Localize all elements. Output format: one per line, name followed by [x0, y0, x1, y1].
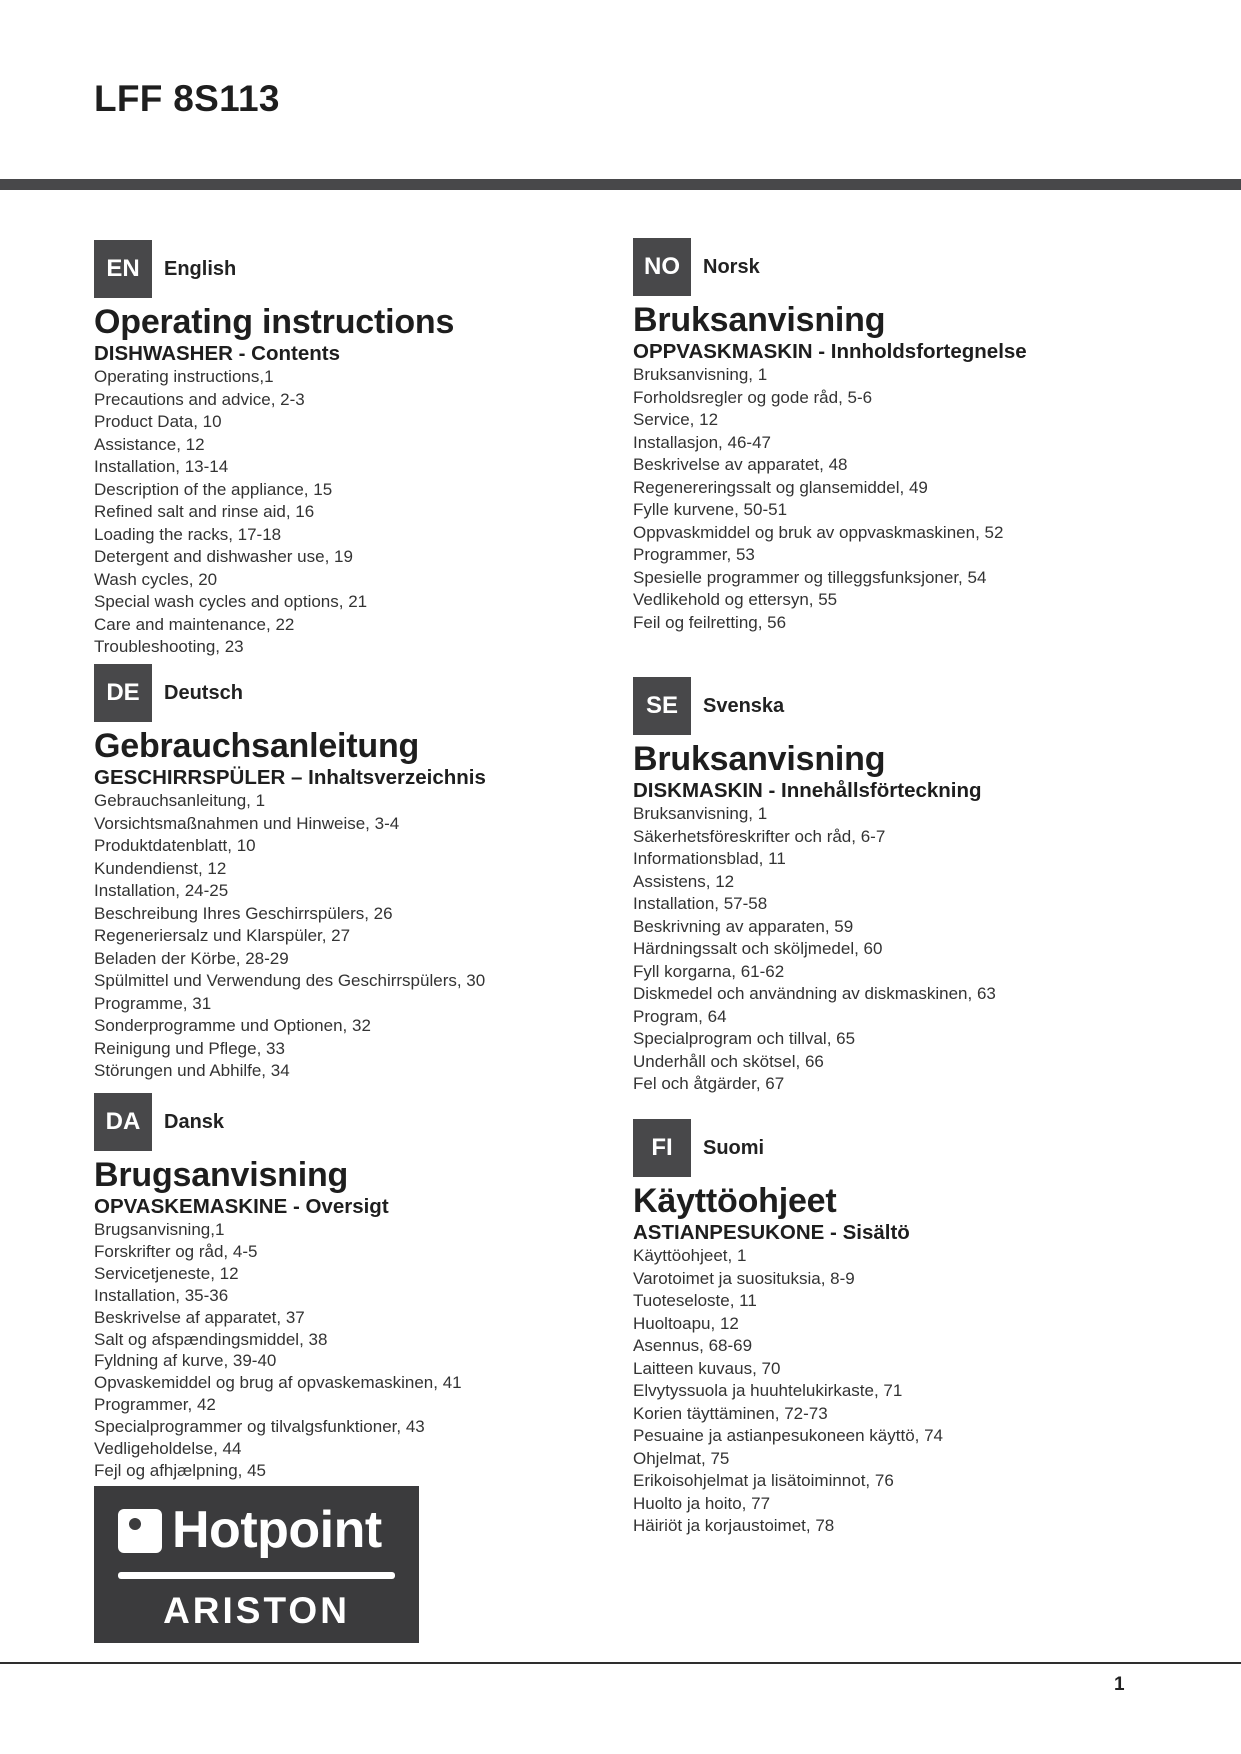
contents-item: Servicetjeneste, 12 [94, 1263, 239, 1283]
contents-item: Beschreibung Ihres Geschirrspülers, 26 [94, 903, 393, 923]
section-no [633, 238, 1193, 634]
contents-item: Sonderprogramme und Optionen, 32 [94, 1016, 371, 1035]
contents-item: Regeneriersalz und Klarspüler, 27 [94, 926, 351, 945]
contents-item: Detergent and dishwasher use, 19 [94, 547, 353, 566]
contents-item: Forskrifter og råd, 4-5 [94, 1241, 258, 1261]
contents-item: Bruksanvisning, 1 [633, 365, 768, 384]
contents-item: Informationsblad, 11 [633, 849, 786, 868]
section-title: Käyttöohjeet [633, 1182, 837, 1220]
contents-item: Service, 12 [633, 410, 719, 429]
contents-item: Erikoisohjelmat ja lisätoiminnot, 76 [633, 1471, 894, 1490]
section-subtitle: DISKMASKIN - Innehållsförteckning [633, 779, 982, 802]
contents-item: Assistens, 12 [633, 871, 735, 891]
contents-item: Käyttöohjeet, 1 [633, 1246, 747, 1265]
contents-item: Huolto ja hoito, 77 [633, 1493, 771, 1513]
section-subtitle: DISHWASHER - Contents [94, 342, 340, 365]
contents-item: Gebrauchsanleitung, 1 [94, 791, 266, 810]
contents-item: Salt og afspændingsmiddel, 38 [94, 1329, 328, 1349]
contents-item: Installation, 13-14 [94, 457, 229, 476]
language-header [633, 1119, 1193, 1177]
contents-item: Fyldning af kurve, 39-40 [94, 1351, 277, 1371]
contents-item: Kundendienst, 12 [94, 858, 227, 878]
contents-item: Reinigung und Pflege, 33 [94, 1038, 285, 1058]
section-da [94, 1093, 654, 1482]
language-name: English [164, 257, 237, 280]
section-subtitle: OPVASKEMASKINE - Oversigt [94, 1195, 389, 1218]
contents-item: Programmer, 42 [94, 1395, 216, 1415]
contents-item: Programme, 31 [94, 993, 212, 1013]
contents-item: Säkerhetsföreskrifter och råd, 6-7 [633, 826, 886, 846]
footer-rule [0, 1662, 1241, 1664]
contents-item: Häiriöt ja korjaustoimet, 78 [633, 1516, 835, 1535]
section-se [633, 677, 1193, 1096]
contents-list [633, 1245, 1193, 1538]
contents-item: Pesuaine ja astianpesukoneen käyttö, 74 [633, 1426, 944, 1445]
page-number: 1 [1114, 1674, 1125, 1695]
language-code-badge: DE [94, 664, 152, 722]
language-code-badge: SE [633, 677, 691, 735]
contents-item: Beskrivning av apparaten, 59 [633, 916, 854, 936]
contents-item: Care and maintenance, 22 [94, 614, 295, 634]
contents-item: Fyll korgarna, 61-62 [633, 961, 785, 981]
language-header [633, 238, 1193, 296]
contents-item: Forholdsregler og gode råd, 5-6 [633, 387, 873, 407]
logo-brand-text: Hotpoint [172, 1501, 382, 1559]
section-title: Bruksanvisning [633, 301, 886, 339]
contents-item: Fejl og afhjælpning, 45 [94, 1460, 267, 1480]
contents-item: Troubleshooting, 23 [94, 637, 244, 656]
contents-item: Elvytyssuola ja huuhtelukirkaste, 71 [633, 1381, 903, 1400]
contents-item: Spesielle programmer og tilleggsfunksjoner, 54 [633, 567, 987, 587]
contents-item: Huoltoapu, 12 [633, 1313, 739, 1333]
section-en [94, 240, 654, 659]
contents-item: Oppvaskmiddel og bruk av oppvaskmaskinen, 52 [633, 522, 1004, 542]
header-divider-bar [0, 179, 1241, 190]
contents-item: Specialprogrammer og tilvalgsfunktioner, 43 [94, 1417, 425, 1437]
contents-item: Beskrivelse af apparatet, 37 [94, 1307, 305, 1327]
language-name: Norsk [703, 255, 760, 278]
language-code-badge: DA [94, 1093, 152, 1151]
contents-list [633, 364, 1193, 634]
section-title: Brugsanvisning [94, 1156, 349, 1194]
contents-item: Vedligeholdelse, 44 [94, 1439, 242, 1459]
language-code-badge: NO [633, 238, 691, 296]
contents-item: Bruksanvisning, 1 [633, 804, 768, 823]
contents-item: Beskrivelse av apparatet, 48 [633, 455, 848, 474]
section-fi [633, 1119, 1193, 1538]
language-code-badge: FI [633, 1119, 691, 1177]
contents-item: Feil og feilretting, 56 [633, 612, 787, 632]
section-subtitle: OPPVASKMASKIN - Innholdsfortegnelse [633, 340, 1027, 363]
contents-item: Underhåll och skötsel, 66 [633, 1051, 824, 1071]
section-title: Operating instructions [94, 303, 455, 341]
language-code-badge: EN [94, 240, 152, 298]
language-header [94, 240, 654, 298]
language-header [94, 664, 654, 722]
contents-item: Loading the racks, 17-18 [94, 524, 282, 544]
contents-item: Operating instructions,1 [94, 367, 274, 386]
contents-item: Korien täyttäminen, 72-73 [633, 1403, 828, 1423]
language-name: Svenska [703, 694, 785, 717]
contents-item: Produktdatenblatt, 10 [94, 836, 256, 855]
contents-item: Laitteen kuvaus, 70 [633, 1358, 781, 1378]
contents-item: Ohjelmat, 75 [633, 1448, 730, 1468]
contents-item: Precautions and advice, 2-3 [94, 389, 305, 409]
contents-list [633, 803, 1193, 1096]
contents-item: Diskmedel och användning av diskmaskinen, 63 [633, 984, 996, 1003]
section-subtitle: GESCHIRRSPÜLER – Inhaltsverzeichnis [94, 766, 486, 789]
contents-item: Härdningssalt och sköljmedel, 60 [633, 939, 883, 958]
contents-item: Vedlikehold og ettersyn, 55 [633, 590, 838, 609]
contents-item: Brugsanvisning,1 [94, 1220, 225, 1239]
contents-list [94, 1219, 654, 1482]
contents-item: Varotoimet ja suosituksia, 8-9 [633, 1268, 855, 1288]
contents-item: Programmer, 53 [633, 545, 755, 564]
language-header [94, 1093, 654, 1151]
contents-item: Fel och åtgärder, 67 [633, 1074, 785, 1093]
contents-item: Regenereringssalt og glansemiddel, 49 [633, 477, 928, 497]
contents-item: Installation, 57-58 [633, 894, 768, 913]
contents-item: Beladen der Körbe, 28-29 [94, 948, 289, 968]
contents-item: Wash cycles, 20 [94, 569, 218, 589]
contents-item: Installation, 24-25 [94, 881, 229, 900]
contents-item: Product Data, 10 [94, 412, 222, 431]
contents-item: Störungen und Abhilfe, 34 [94, 1061, 290, 1080]
section-de [94, 664, 654, 1083]
contents-item: Program, 64 [633, 1006, 727, 1026]
hotpoint-ariston-logo [94, 1486, 419, 1643]
contents-item: Vorsichtsmaßnahmen und Hinweise, 3-4 [94, 813, 400, 833]
contents-item: Fylle kurvene, 50-51 [633, 500, 788, 519]
contents-item: Special wash cycles and options, 21 [94, 592, 368, 611]
logo-divider [118, 1572, 395, 1579]
language-name: Deutsch [164, 681, 243, 704]
language-name: Suomi [703, 1136, 765, 1159]
contents-item: Assistance, 12 [94, 434, 205, 454]
logo-mark-icon [118, 1509, 162, 1553]
contents-item: Specialprogram och tillval, 65 [633, 1029, 856, 1048]
contents-list [94, 366, 654, 659]
contents-item: Refined salt and rinse aid, 16 [94, 502, 315, 521]
language-header [633, 677, 1193, 735]
section-subtitle: ASTIANPESUKONE - Sisältö [633, 1221, 910, 1244]
language-name: Dansk [164, 1110, 225, 1133]
logo-sub-text: ARISTON [163, 1590, 350, 1631]
contents-item: Description of the appliance, 15 [94, 479, 333, 499]
contents-item: Opvaskemiddel og brug af opvaskemaskinen, 41 [94, 1373, 462, 1393]
contents-item: Installation, 35-36 [94, 1285, 229, 1305]
contents-item: Asennus, 68-69 [633, 1336, 753, 1355]
contents-item: Tuoteseloste, 11 [633, 1291, 757, 1310]
contents-list [94, 790, 654, 1083]
model-number: LFF 8S113 [94, 78, 280, 119]
section-title: Gebrauchsanleitung [94, 727, 420, 765]
section-title: Bruksanvisning [633, 740, 886, 778]
contents-item: Installasjon, 46-47 [633, 432, 771, 452]
contents-item: Spülmittel und Verwendung des Geschirrspülers, 30 [94, 971, 486, 990]
